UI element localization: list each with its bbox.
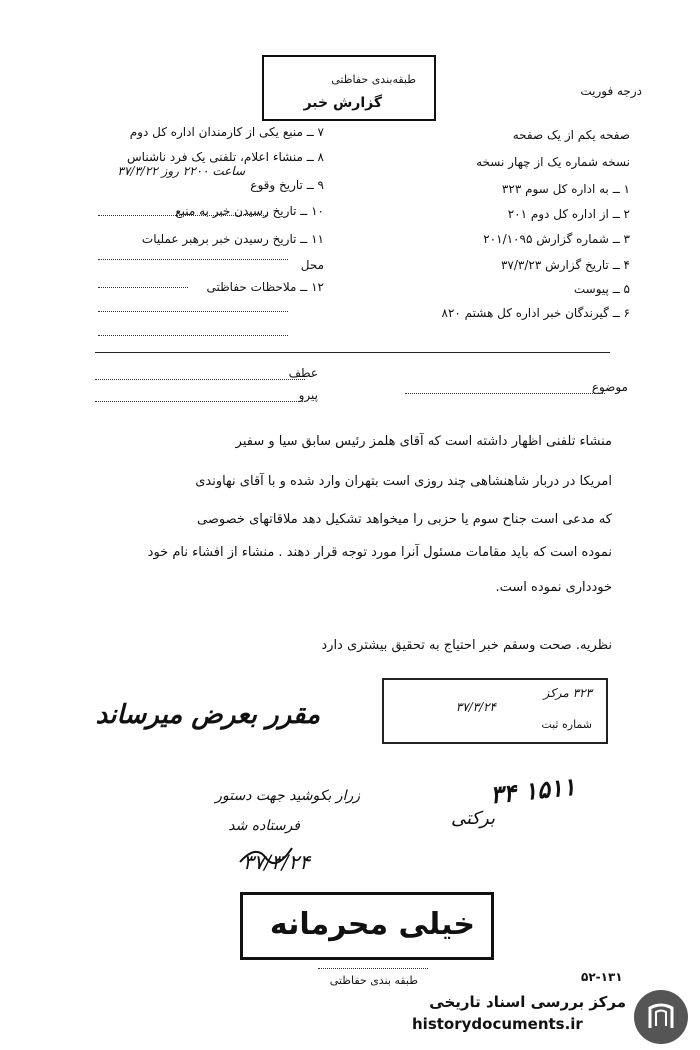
margin-note: برکتی xyxy=(451,808,495,829)
dotted-line xyxy=(98,258,288,260)
dotted-line xyxy=(95,378,305,380)
field-receipt-source: ۱۰ ــ تاریخ رسیدن خبر به منبع xyxy=(175,204,324,218)
doc-type: گزارش خبر xyxy=(303,95,382,111)
field-recipients: ۶ ــ گیرندگان خبر اداره کل هشتم ۸۲۰ xyxy=(441,306,630,320)
archive-url: historydocuments.ir xyxy=(412,1015,583,1033)
archive-name: مرکز بررسی اسناد تاریخی xyxy=(429,993,626,1011)
opinion-text: نظریه. صحت وسقم خبر احتیاج به تحقیق بیشتری دارد xyxy=(321,638,612,653)
handwritten-line-1: زرار بکوشید جهت دستور xyxy=(215,788,360,804)
handwritten-line-2: فرستاده شد xyxy=(228,818,300,834)
scribble-mark xyxy=(236,840,296,870)
field-location: محل xyxy=(300,258,324,272)
field-copy: نسخه شماره یک از چهار نسخه xyxy=(476,155,630,169)
field-attachment: ۵ ــ پیوست xyxy=(573,282,630,296)
body-line-5: خودداری نموده است. xyxy=(495,580,612,595)
field-page: صفحه یکم از یک صفحه xyxy=(512,128,630,142)
field-subject: موضوع xyxy=(591,380,628,394)
confidential-stamp xyxy=(240,892,494,960)
registration-stamp xyxy=(382,678,608,744)
signature-text: مقرر بعرض میرساند xyxy=(95,700,320,730)
margin-number: ۳۴ ۱۵۱۱ xyxy=(488,771,577,810)
field-event-date: ۹ ــ تاریخ وقوع xyxy=(250,178,324,192)
confidential-stamp-text: خیلی محرمانه xyxy=(269,907,475,942)
field-security-notes: ۱۲ ــ ملاحظات حفاظتی xyxy=(206,280,324,294)
stamp-line-1: ۳۲۳ مرکز xyxy=(543,686,592,700)
classification-top: طبقه‌بندی حفاظتی xyxy=(331,73,416,86)
field-from: ۲ ــ از اداره کل دوم ۲۰۱ xyxy=(507,207,630,221)
field-atf: عطف xyxy=(288,366,318,380)
body-line-1: منشاء تلفنی اظهار داشته است که آقای هلمز رئیس سابق سیا و سفیر xyxy=(235,434,612,449)
footer-form-number: ۵۲-۱۳۱ xyxy=(581,970,623,984)
field-peyro: پیرو xyxy=(298,388,318,402)
dotted-line xyxy=(98,214,268,216)
dotted-line xyxy=(95,400,305,402)
header-stamp-box xyxy=(262,55,436,121)
body-line-2: امریکا در دربار شاهنشاهی چند روزی است بتهران وارد شده و با آقای نهاوندی xyxy=(195,474,612,489)
field-receipt-ops: ۱۱ ــ تاریخ رسیدن خبر برهبر عملیات xyxy=(141,232,324,246)
body-line-4: نموده است که باید مقامات مسئول آنرا مورد توجه قرار دهند . منشاء از افشاء نام خود xyxy=(147,545,612,560)
dotted-line xyxy=(98,334,288,336)
field-source: ۷ ــ منبع یکی از کارمندان اداره کل دوم xyxy=(129,125,324,139)
body-line-3: که مدعی است جناح سوم یا حزبی را میخواهد تشکیل دهد ملاقاتهای خصوصی xyxy=(197,512,612,527)
footer-dotted-line xyxy=(318,968,428,969)
stamp-line-2: ۳۷/۳/۲۴ xyxy=(455,700,496,714)
dotted-line xyxy=(405,392,605,394)
urgency-label: درجه فوریت xyxy=(580,84,642,98)
field-report-number: ۳ ــ شماره گزارش ۲۰۱/۱۰۹۵ xyxy=(483,232,630,246)
divider xyxy=(95,352,610,353)
dotted-line xyxy=(98,286,188,288)
field-event-date-value: ساعت ۲۲۰۰ روز ۳۷/۳/۲۲ xyxy=(117,164,245,178)
stamp-line-3: شماره ثبت xyxy=(541,718,592,731)
field-report-date: ۴ ــ تاریخ گزارش ۳۷/۳/۲۳ xyxy=(500,258,630,272)
footer-classification: طبقه بندی حفاظتی xyxy=(329,974,418,987)
handwritten-date: ۳۷/۳/۲۴ xyxy=(242,850,310,874)
archive-logo-icon xyxy=(634,990,688,1044)
field-origin: ۸ ــ منشاء اعلام، تلفنی یک فرد ناشناس xyxy=(127,150,324,164)
dotted-line xyxy=(98,310,288,312)
field-to: ۱ ــ به اداره کل سوم ۳۲۳ xyxy=(501,182,630,196)
